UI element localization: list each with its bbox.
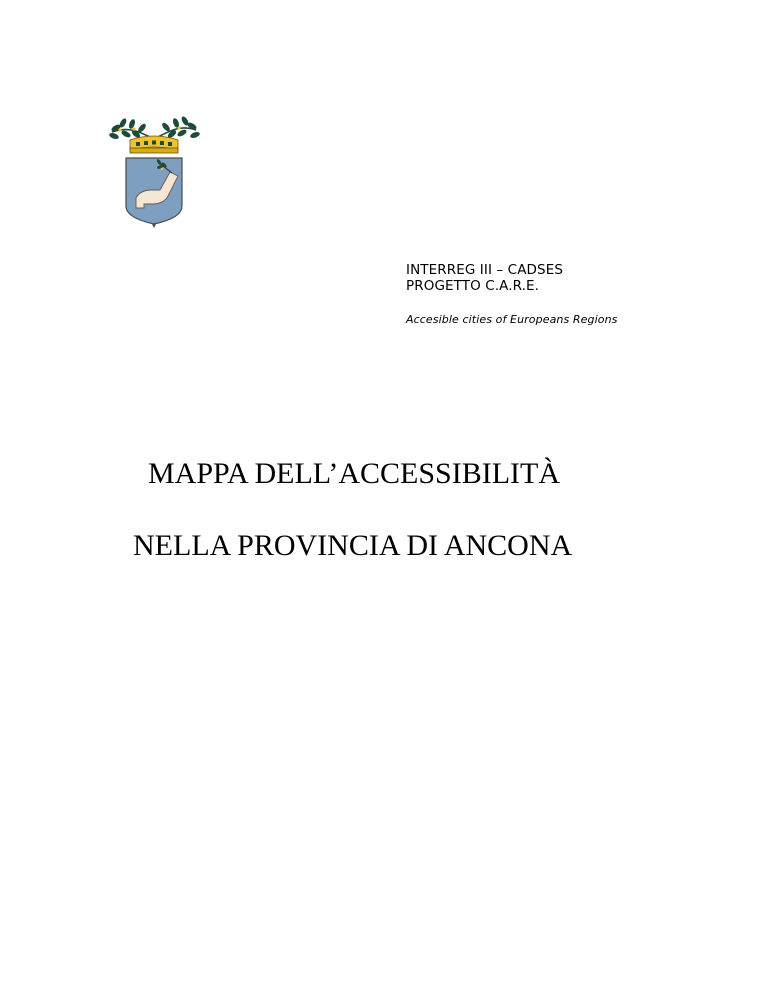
shield-icon: [126, 158, 182, 228]
project-header: [406, 262, 726, 327]
project-name: PROGETTO C.A.R.E.: [406, 278, 540, 294]
provincia-coat-of-arms-icon: [106, 110, 202, 230]
olive-branch-right-icon: [156, 115, 201, 139]
project-subtitle: Accesible cities of Europeans Regions: [406, 313, 618, 326]
document-title-line-1: MAPPA DELL’ACCESSIBILITÀ: [148, 457, 561, 490]
program-name: INTERREG III – CADSES: [406, 262, 564, 278]
crown-icon: [130, 136, 178, 153]
document-title-line-2: NELLA PROVINCIA DI ANCONA: [133, 529, 573, 562]
